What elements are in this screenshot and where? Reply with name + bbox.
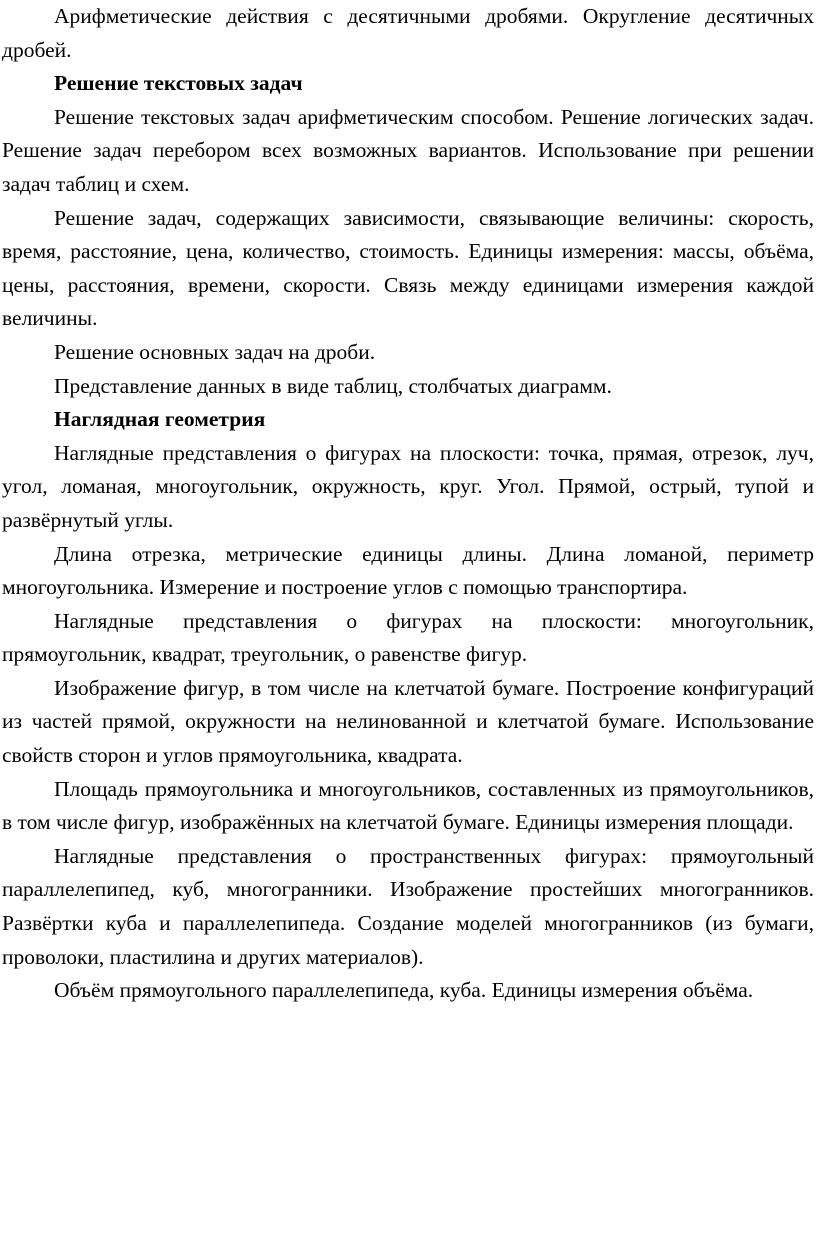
document-page [2, 0, 814, 1008]
section-heading-visual-geometry: Наглядная геометрия [54, 407, 266, 432]
paragraph-data-representation: Представление данных в виде таблиц, столбчатых диаграмм. [54, 373, 612, 398]
section-heading-word-problems: Решение текстовых задач [54, 71, 303, 96]
paragraph-dependencies: Решение задач, содержащих зависимости, связывающие величины: скорость, время, расстояние, цена, количество, стоимость. Единицы измерения: массы, объёма, цены, расстояния, времени, скорости. Связь между единицами измерения каждой величины. [2, 205, 814, 331]
paragraph-segment-length: Длина отрезка, метрические единицы длины. Длина ломаной, периметр многоугольника. Измерение и построение углов с помощью транспортира. [2, 541, 814, 600]
section-visual-geometry [2, 403, 814, 1008]
paragraph-spatial-figures: Наглядные представления о пространственных фигурах: прямоугольный параллелепипед, куб, многогранники. Изображение простейших многогранников. Развёртки куба и параллелепипеда. Создание моделей многогранников (из бумаги, проволоки, пластилина и других материалов). [2, 843, 814, 969]
paragraph-plane-figures: Наглядные представления о фигурах на плоскости: точка, прямая, отрезок, луч, угол, ломаная, многоугольник, окружность, круг. Угол. Прямой, острый, тупой и развёрнутый углы. [2, 440, 814, 532]
paragraph-drawing-figures: Изображение фигур, в том числе на клетчатой бумаге. Построение конфигураций из частей прямой, окружности на нелинованной и клетчатой бумаге. Использование свойств сторон и углов прямоугольника, квадрата. [2, 675, 814, 768]
paragraph-decimal-operations: Арифметические действия с десятичными дробями. Округление десятичных дробей. [2, 4, 814, 62]
paragraph-area: Площадь прямоугольника и многоугольников, составленных из прямоугольников, в том числе фигур, изображённых на клетчатой бумаге. Единицы измерения площади. [2, 776, 814, 835]
section-word-problems [2, 67, 814, 403]
paragraph-polygons: Наглядные представления о фигурах на плоскости: многоугольник, прямоугольник, квадрат, треугольник, о равенстве фигур. [2, 608, 814, 667]
paragraph-arithmetic-method: Решение текстовых задач арифметическим способом. Решение логических задач. Решение задач перебором всех возможных вариантов. Использование при решении задач таблиц и схем. [2, 104, 814, 196]
paragraph-fraction-problems: Решение основных задач на дроби. [54, 339, 376, 364]
paragraph-volume: Объём прямоугольного параллелепипеда, куба. Единицы измерения объёма. [54, 978, 754, 1003]
section-decimals [2, 0, 814, 67]
